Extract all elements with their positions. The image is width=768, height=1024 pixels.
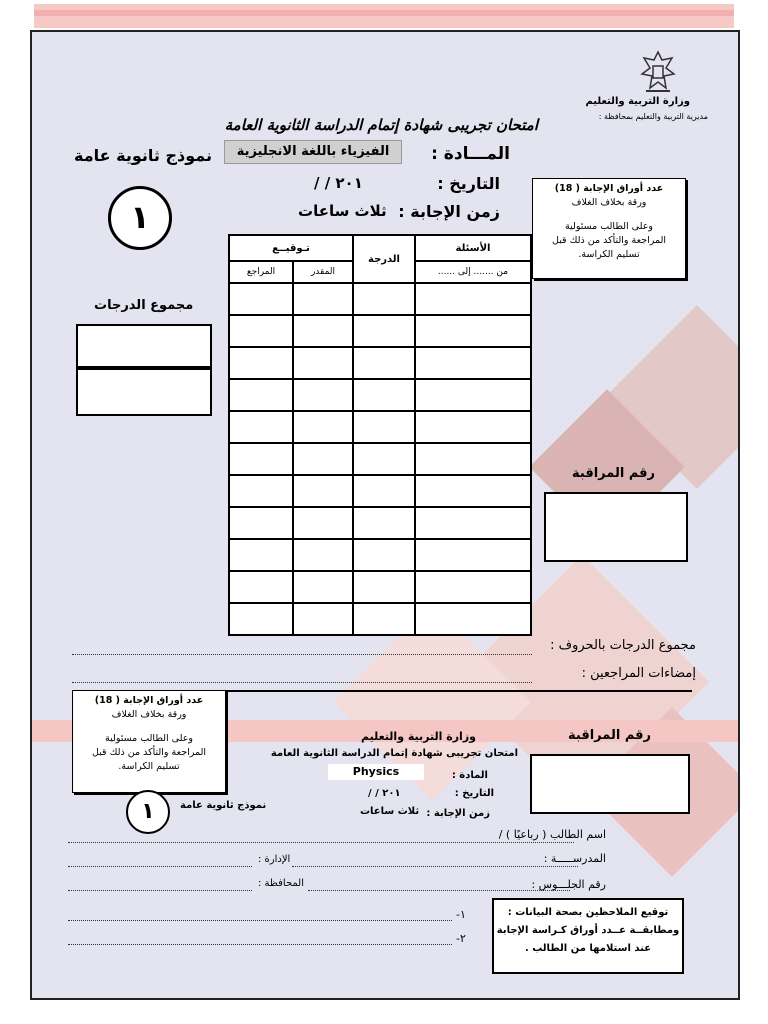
governorate-line[interactable] (68, 890, 252, 891)
reviewer-cell[interactable] (229, 571, 293, 603)
grader-cell[interactable] (293, 411, 353, 443)
grader-header: المقدر (293, 261, 353, 283)
top-decor-band (34, 4, 734, 28)
note-line: وعلى الطالب مسئولية (105, 733, 193, 744)
top-decor-stripe (34, 10, 734, 16)
grader-cell[interactable] (293, 379, 353, 411)
question-cell[interactable] (415, 571, 531, 603)
seat-line[interactable] (308, 890, 570, 891)
grade-cell[interactable] (353, 283, 415, 315)
seat-number-label: رقم المراقبة (572, 466, 656, 481)
table-row (229, 315, 531, 347)
bottom-subject-value: Physics (328, 764, 424, 780)
subject-value: الفيزياء باللغة الانجليزية (224, 140, 402, 164)
questions-range: من ....... إلى ...... (415, 261, 531, 283)
eagle-emblem-icon (638, 50, 678, 94)
grade-cell[interactable] (353, 539, 415, 571)
table-row (229, 603, 531, 635)
grade-cell[interactable] (353, 475, 415, 507)
proctor-line: ومطابقــة عــدد أوراق كـراسة الإجابة (496, 925, 680, 936)
signature-item-1-line[interactable] (68, 920, 452, 921)
totals-label: مجموع الدرجات (94, 298, 194, 313)
table-row (229, 507, 531, 539)
ministry-name: وزارة التربية والتعليم (585, 96, 690, 107)
seat-label: رقم الجلـــوس : (531, 878, 606, 891)
bottom-duration-value: ثلاث ساعات (360, 806, 420, 817)
duration-label: زمن الإجابة : (398, 202, 500, 221)
table-row (229, 283, 531, 315)
bottom-duration-label: زمن الإجابة : (426, 808, 490, 819)
question-cell[interactable] (415, 603, 531, 635)
bottom-ministry: وزارة التربية والتعليم (361, 730, 476, 743)
bottom-seat-number-box[interactable] (530, 754, 690, 814)
question-cell[interactable] (415, 379, 531, 411)
note-line: تسليم الكراسة. (118, 761, 180, 772)
exam-title: امتحان تجريبى شهادة إتمام الدراسة الثانوية العامة (224, 116, 538, 134)
totals-box-top[interactable] (76, 324, 212, 368)
grader-cell[interactable] (293, 507, 353, 539)
question-cell[interactable] (415, 411, 531, 443)
note-line: المراجعة والتأكد من ذلك قبل (552, 235, 666, 246)
bottom-exam-title: امتحان تجريبى شهادة إتمام الدراسة الثانوية العامة (270, 748, 518, 759)
table-row (229, 571, 531, 603)
grade-cell[interactable] (353, 443, 415, 475)
reviewers-signatures-label: إمضاءات المراجعين : (581, 666, 696, 681)
question-cell[interactable] (415, 507, 531, 539)
grader-cell[interactable] (293, 475, 353, 507)
grader-cell[interactable] (293, 315, 353, 347)
proctor-signature-box (492, 898, 684, 974)
bottom-date-value: / / ٢٠١ (368, 788, 401, 799)
total-in-words-label: مجموع الدرجات بالحروف : (550, 638, 696, 653)
model-number-circle: ١ (108, 186, 172, 250)
note-line: عدد أوراق الإجابة ( 18) (94, 695, 204, 706)
reviewers-signatures-line[interactable] (72, 682, 532, 683)
student-name-line[interactable] (68, 842, 574, 843)
grader-cell[interactable] (293, 443, 353, 475)
signature-item-2-line[interactable] (68, 944, 452, 945)
reviewer-cell[interactable] (229, 539, 293, 571)
table-row (229, 347, 531, 379)
student-name-label: اسم الطالب ( رباعيًا ) / (498, 828, 606, 841)
date-value: / / ٢٠١ (314, 174, 363, 192)
reviewer-header: المراجع (229, 261, 293, 283)
table-row (229, 539, 531, 571)
totals-box-bottom[interactable] (76, 368, 212, 416)
note-line: وعلى الطالب مسئولية (565, 221, 653, 232)
note-line: عدد أوراق الإجابة ( 18) (554, 183, 664, 194)
subject-label: المـــادة : (431, 144, 510, 164)
grade-header: الدرجة (353, 235, 415, 283)
bottom-subject-label: المادة : (451, 770, 488, 781)
note-line: تسليم الكراسة. (578, 249, 640, 260)
table-row (229, 411, 531, 443)
note-line: المراجعة والتأكد من ذلك قبل (92, 747, 206, 758)
question-cell[interactable] (415, 347, 531, 379)
table-row (229, 475, 531, 507)
bottom-model-label: نموذج ثانوية عامة (180, 800, 267, 811)
grade-cell[interactable] (353, 347, 415, 379)
grade-cell[interactable] (353, 603, 415, 635)
signature-header: تـوقيــع (229, 235, 353, 261)
table-row (229, 379, 531, 411)
school-label: المدرســـــة : (543, 852, 606, 865)
duration-value: ثلاث ساعات (298, 202, 387, 220)
signature-item-1-label: -١ (456, 908, 466, 921)
reviewer-cell[interactable] (229, 347, 293, 379)
grade-cell[interactable] (353, 411, 415, 443)
administration-line[interactable] (68, 866, 252, 867)
grade-cell[interactable] (353, 379, 415, 411)
note-line: ورقة بخلاف الغلاف (571, 197, 647, 208)
proctor-line: عند استلامها من الطالب . (524, 943, 652, 954)
question-cell[interactable] (415, 475, 531, 507)
grader-cell[interactable] (293, 539, 353, 571)
grade-cell[interactable] (353, 571, 415, 603)
governorate-label: المحافظة : (258, 878, 305, 889)
question-cell[interactable] (415, 283, 531, 315)
grade-cell[interactable] (353, 507, 415, 539)
questions-header: الأسئلة (415, 235, 531, 261)
answer-sheets-note (532, 178, 686, 279)
grader-cell[interactable] (293, 283, 353, 315)
question-cell[interactable] (415, 315, 531, 347)
reviewer-cell[interactable] (229, 603, 293, 635)
bottom-seat-number-label: رقم المراقبة (568, 728, 652, 743)
reviewer-cell[interactable] (229, 475, 293, 507)
answer-sheets-note-bottom (72, 690, 226, 793)
table-row (229, 443, 531, 475)
question-cell[interactable] (415, 443, 531, 475)
grader-cell[interactable] (293, 603, 353, 635)
administration-label: الإدارة : (258, 854, 291, 865)
reviewer-cell[interactable] (229, 507, 293, 539)
bottom-model-number-circle: ١ (126, 790, 170, 834)
note-line: ورقة بخلاف الغلاف (111, 709, 187, 720)
grade-cell[interactable] (353, 315, 415, 347)
signature-item-2-label: -٢ (456, 932, 466, 945)
exam-cover-page (30, 30, 740, 1000)
directorate-label: مديرية التربية والتعليم بمحافظة : (598, 112, 708, 121)
grades-table (228, 234, 532, 636)
grader-cell[interactable] (293, 347, 353, 379)
proctor-line: توقيع الملاحظين بصحة البيانات : (507, 907, 669, 918)
reviewer-cell[interactable] (229, 411, 293, 443)
grader-cell[interactable] (293, 571, 353, 603)
school-line[interactable] (292, 866, 578, 867)
seat-number-box[interactable] (544, 492, 688, 562)
question-cell[interactable] (415, 539, 531, 571)
model-label: نموذج ثانوية عامة (74, 146, 212, 165)
bottom-date-label: التاريخ : (454, 788, 494, 799)
reviewer-cell[interactable] (229, 283, 293, 315)
date-label: التاريخ : (437, 174, 500, 193)
reviewer-cell[interactable] (229, 379, 293, 411)
total-in-words-line[interactable] (72, 654, 532, 655)
reviewer-cell[interactable] (229, 315, 293, 347)
reviewer-cell[interactable] (229, 443, 293, 475)
